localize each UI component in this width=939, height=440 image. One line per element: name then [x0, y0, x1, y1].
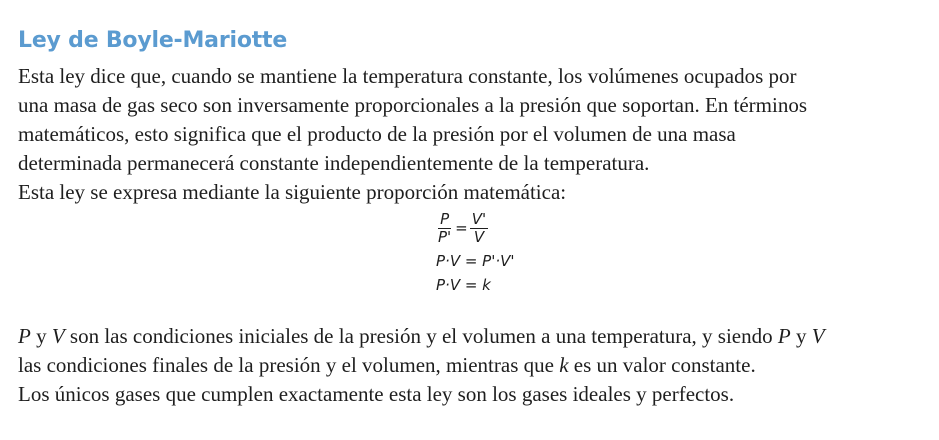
paragraph-line: Esta ley se expresa mediante la siguiente proporción matemática:	[18, 180, 567, 204]
fraction-v-prime-over-v	[470, 211, 488, 246]
variable-p: P	[777, 324, 791, 348]
paragraph-line: determinada permanecerá constante independientemente de la temperatura.	[18, 151, 650, 175]
proportion-equation	[436, 207, 515, 249]
text-run: es un valor constante.	[568, 353, 756, 377]
fraction-denominator: V	[473, 227, 485, 246]
constant-equation: P·V = k	[436, 276, 491, 294]
text-run: y	[30, 324, 52, 348]
paragraph-line: Esta ley dice que, cuando se mantiene la temperatura constante, los volúmenes ocupados por	[18, 64, 797, 88]
text-run: y	[790, 324, 812, 348]
product-equation: P·V = P'·V'	[436, 252, 515, 270]
fraction-numerator: V'	[471, 209, 487, 228]
text-run: son las condiciones iniciales de la presión y el volumen a una temperatura, y siendo	[64, 324, 778, 348]
variable-v: V	[51, 324, 65, 348]
fraction-denominator: P'	[438, 227, 452, 246]
text-run: las condiciones finales de la presión y el volumen, mientras que	[18, 353, 560, 377]
fraction-numerator: P	[440, 209, 450, 228]
fraction-p-over-p-prime	[436, 211, 453, 246]
paragraph-line: matemáticos, esto significa que el producto de la presión por el volumen de una masa	[18, 122, 736, 146]
formula-block	[436, 207, 515, 297]
paragraph-line	[18, 322, 923, 351]
paragraph-line	[18, 351, 923, 380]
section-title: Ley de Boyle-Mariotte	[18, 28, 288, 53]
variable-p: P	[18, 324, 31, 348]
paragraph-line: una masa de gas seco son inversamente proporcionales a la presión que soportan. En términos	[18, 93, 808, 117]
explanation-paragraph	[18, 322, 923, 409]
equals-sign: =	[455, 219, 468, 237]
variable-v: V	[811, 324, 825, 348]
paragraph-line: Los únicos gases que cumplen exactamente esta ley son los gases ideales y perfectos.	[18, 382, 735, 406]
variable-k: k	[559, 353, 569, 377]
intro-paragraph	[18, 62, 923, 207]
